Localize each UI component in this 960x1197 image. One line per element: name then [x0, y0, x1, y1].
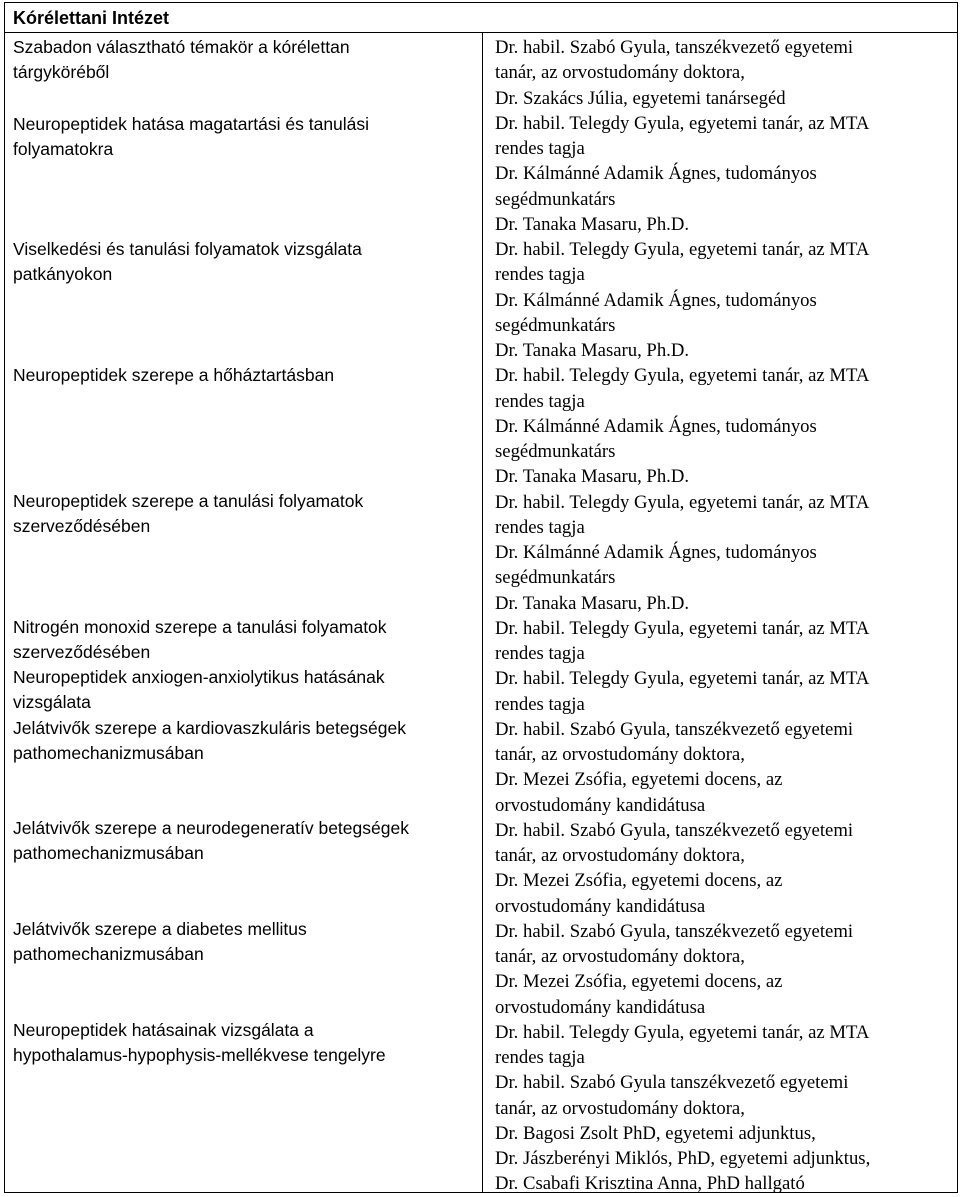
supervisor-line: Dr. Kálmánné Adamik Ágnes, tudományos [495, 542, 817, 563]
supervisor-line: Dr. Kálmánné Adamik Ágnes, tudományos [495, 415, 817, 437]
supervisor-line: tanár, az orvostudomány doktora, [495, 845, 745, 866]
supervisor-line: Dr. habil. Szabó Gyula, tanszékvezető egyetemi [495, 819, 854, 841]
supervisor-line: Dr. habil. Szabó Gyula, tanszékvezető egyetemi [495, 920, 854, 942]
supervisor-line: Dr. habil. Telegdy Gyula, egyetemi tanár, az MTA [495, 112, 870, 134]
supervisor-line: Dr. habil. Telegdy Gyula, egyetemi tanár, az MTA [495, 617, 870, 639]
supervisor-line: Dr. habil. Telegdy Gyula, egyetemi tanár, az MTA [495, 239, 870, 260]
supervisor-line: rendes tagja [495, 390, 585, 412]
topic-line: Szabadon választható témakör a kórélettan [13, 37, 350, 57]
supervisor-line: segédmunkatárs [495, 314, 616, 336]
topic-line: Neuropeptidek hatásainak vizsgálata a [13, 1020, 314, 1040]
supervisor-line: orvostudomány kandidátusa [495, 895, 706, 917]
supervisor-line: Dr. habil. Telegdy Gyula, egyetemi tanár, az MTA [495, 365, 870, 387]
supervisor-line: Dr. Jászberényi Miklós, PhD, egyetemi adjunktus, [495, 1148, 871, 1169]
supervisor-line: Dr. Mezei Zsófia, egyetemi docens, az [495, 971, 783, 993]
institute-heading: Kórélettani Intézet [13, 8, 170, 28]
supervisor-line: tanár, az orvostudomány doktora, [495, 744, 745, 765]
supervisor-line: segédmunkatárs [495, 441, 616, 462]
supervisor-line: segédmunkatárs [495, 188, 616, 210]
topic-line: Viselkedési és tanulási folyamatok vizsgálata [13, 239, 362, 259]
topic-line: tárgyköréből [13, 62, 110, 83]
topic-line: Neuropeptidek szerepe a tanulási folyamatok [13, 491, 364, 511]
supervisor-line: Dr. Tanaka Masaru, Ph.D. [495, 213, 690, 235]
supervisor-line: Dr. Bagosi Zsolt PhD, egyetemi adjunktus, [495, 1122, 816, 1144]
topic-line: Jelátvivők szerepe a kardiovaszkuláris betegségek [13, 718, 406, 738]
supervisor-line: Dr. Tanaka Masaru, Ph.D. [495, 340, 690, 361]
supervisor-line: Dr. Mezei Zsófia, egyetemi docens, az [495, 870, 783, 892]
header-rule [5, 32, 957, 33]
supervisor-line: rendes tagja [495, 1047, 585, 1068]
supervisor-line: Dr. habil. Szabó Gyula, tanszékvezető egyetemi [495, 718, 854, 740]
supervisor-line: rendes tagja [495, 516, 585, 538]
supervisor-line: Dr. habil. Telegdy Gyula, egyetemi tanár, az MTA [495, 1021, 870, 1043]
supervisor-line: Dr. habil. Szabó Gyula tanszékvezető egyetemi [495, 1072, 849, 1094]
column-divider [482, 33, 483, 1192]
topic-line: szerveződésében [13, 516, 151, 537]
topic-line: Jelátvivők szerepe a diabetes mellitus [13, 919, 307, 939]
supervisor-line: Dr. Tanaka Masaru, Ph.D. [495, 592, 690, 614]
supervisor-line: Dr. habil. Telegdy Gyula, egyetemi tanár, az MTA [495, 491, 870, 513]
supervisor-line: Dr. habil. Telegdy Gyula, egyetemi tanár, az MTA [495, 668, 870, 690]
supervisor-line: Dr. Szakács Júlia, egyetemi tanársegéd [495, 87, 786, 109]
topic-line: vizsgálata [13, 692, 91, 713]
topic-line: folyamatokra [13, 139, 114, 160]
supervisor-line: orvostudomány kandidátusa [495, 996, 706, 1018]
topic-line: patkányokon [13, 264, 113, 285]
topic-line: Neuropeptidek anxiogen-anxiolytikus hatásának [13, 667, 385, 687]
topic-line: pathomechanizmusában [13, 743, 204, 764]
topic-line: Neuropeptidek szerepe a hőháztartásban [13, 365, 335, 385]
supervisor-line: tanár, az orvostudomány doktora, [495, 946, 745, 967]
supervisor-line: tanár, az orvostudomány doktora, [495, 62, 745, 84]
supervisor-line: Dr. Tanaka Masaru, Ph.D. [495, 466, 690, 488]
supervisor-line: rendes tagja [495, 264, 585, 286]
topic-line: Nitrogén monoxid szerepe a tanulási folyamatok [13, 617, 387, 637]
supervisor-line: tanár, az orvostudomány doktora, [495, 1097, 745, 1119]
document-table [4, 2, 958, 1193]
topic-line: szerveződésében [13, 642, 151, 663]
supervisor-line: Dr. Kálmánné Adamik Ágnes, tudományos [495, 289, 817, 311]
supervisor-line: segédmunkatárs [495, 567, 616, 589]
supervisor-line: Dr. Csabafi Krisztina Anna, PhD hallgató [495, 1173, 805, 1195]
supervisor-line: Dr. Mezei Zsófia, egyetemi docens, az [495, 769, 783, 791]
topic-line: pathomechanizmusában [13, 944, 204, 965]
topic-line: Jelátvivők szerepe a neurodegeneratív betegségek [13, 818, 409, 838]
supervisor-line: rendes tagja [495, 693, 585, 715]
topic-line: hypothalamus-hypophysis-mellékvese tengelyre [13, 1045, 386, 1066]
supervisor-line: Dr. Kálmánné Adamik Ágnes, tudományos [495, 163, 817, 185]
topic-line: pathomechanizmusában [13, 843, 204, 864]
supervisor-line: rendes tagja [495, 138, 585, 159]
supervisor-line: orvostudomány kandidátusa [495, 794, 706, 816]
topic-line: Neuropeptidek hatása magatartási és tanulási [13, 114, 370, 134]
supervisor-line: rendes tagja [495, 643, 585, 664]
supervisor-line: Dr. habil. Szabó Gyula, tanszékvezető egyetemi [495, 37, 854, 58]
